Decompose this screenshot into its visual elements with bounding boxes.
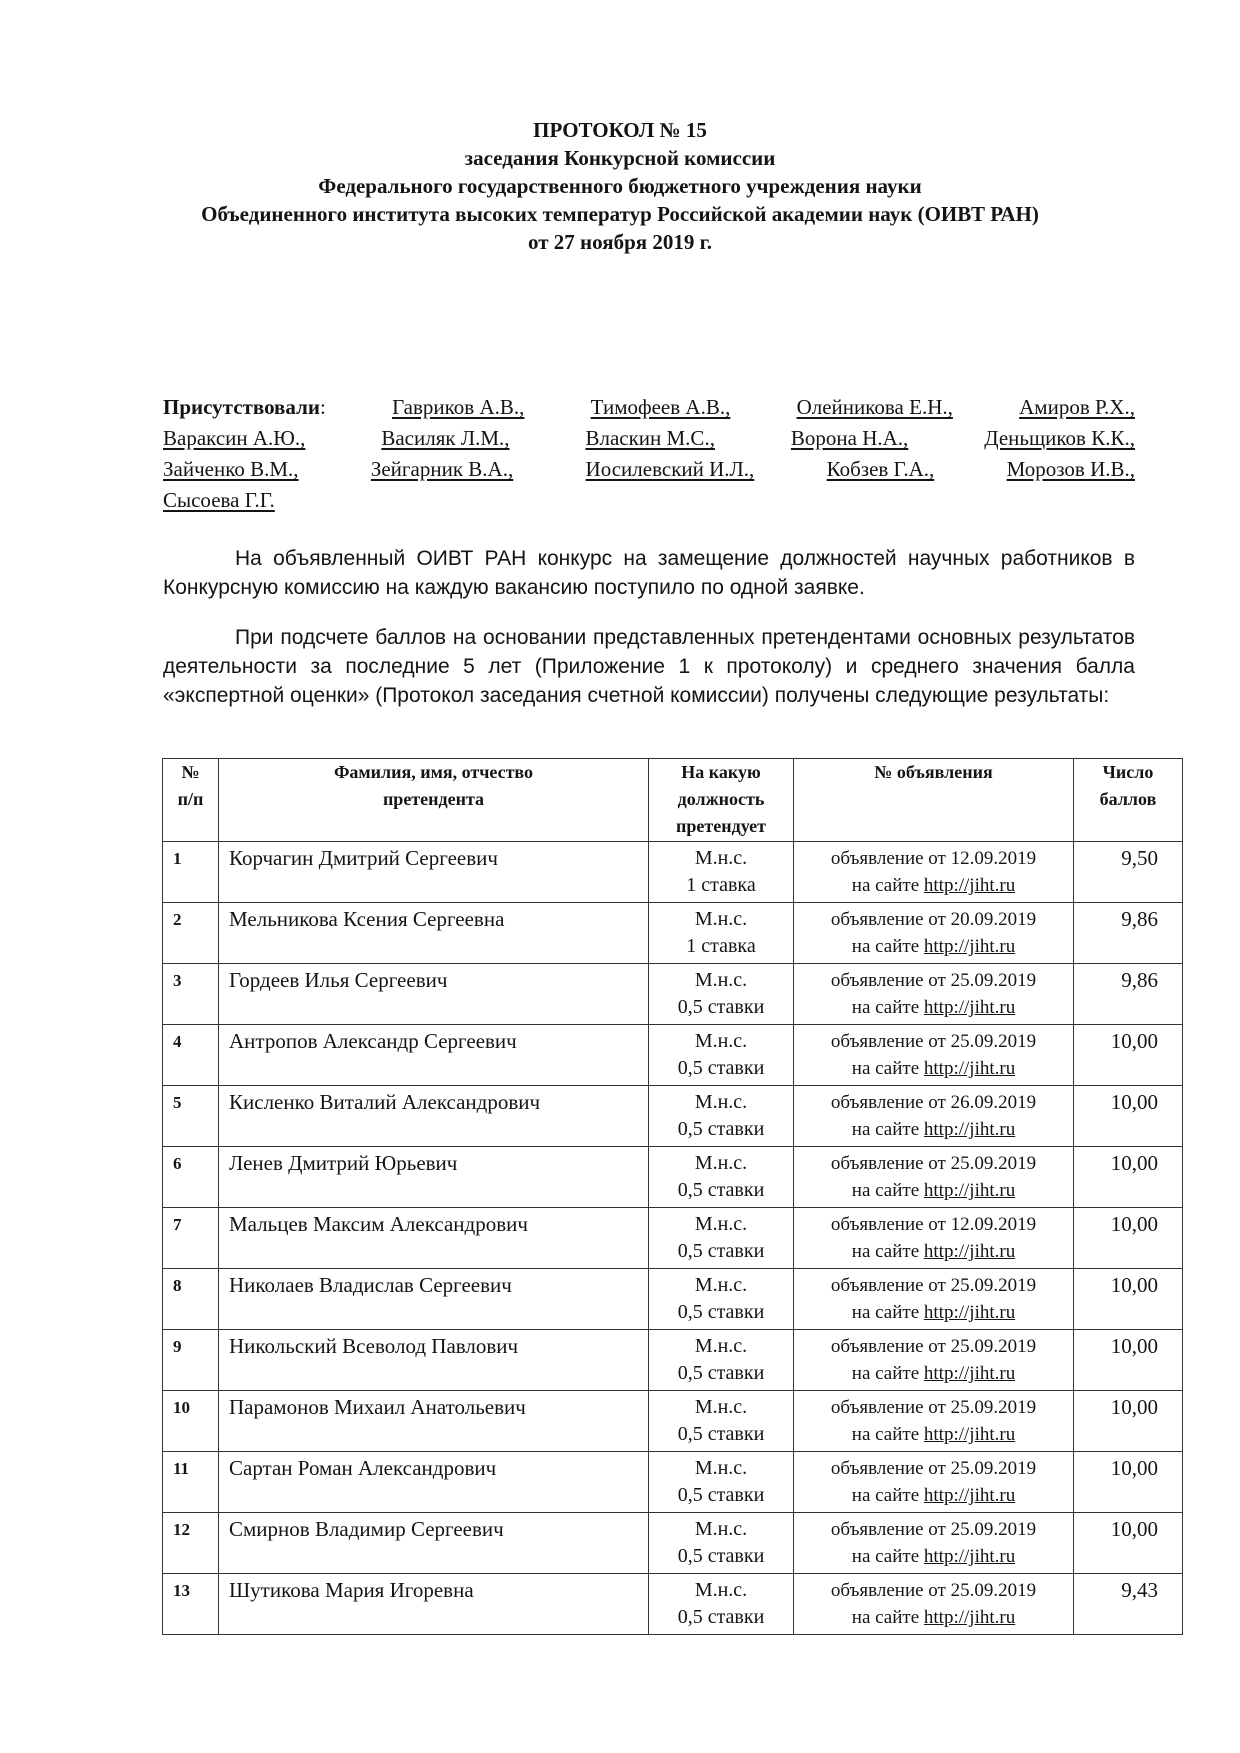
position-title: М.н.с. — [694, 1030, 748, 1052]
table-row — [163, 1391, 1183, 1452]
table-row — [163, 842, 1183, 903]
table-row — [163, 1208, 1183, 1269]
attendee-name: Зейгарник В.А., — [370, 457, 514, 481]
institution-line-1: Федерального государственного бюджетного учреждения науки — [318, 174, 922, 198]
announcement-site-prefix: на сайте — [851, 1424, 924, 1445]
site-link[interactable]: http://jiht.ru — [923, 1363, 1016, 1384]
candidate-name: Кисленко Виталий Александрович — [219, 1086, 649, 1147]
announcement-date: объявление от 25.09.2019 — [830, 1519, 1037, 1540]
announcement-site-line — [794, 1055, 1073, 1082]
attendee-name: Олейникова Е.Н., — [796, 395, 953, 419]
protocol-title: ПРОТОКОЛ № 15 — [533, 118, 707, 142]
position-cell — [649, 1391, 794, 1452]
announcement-site-prefix: на сайте — [851, 997, 924, 1018]
announcement-site-line — [794, 933, 1073, 960]
position-cell — [649, 842, 794, 903]
header-num: № п/п — [163, 759, 219, 842]
announcement-site-prefix: на сайте — [851, 1485, 924, 1506]
site-link[interactable]: http://jiht.ru — [923, 997, 1016, 1018]
announcement-date: объявление от 20.09.2019 — [830, 909, 1037, 930]
position-cell — [649, 1208, 794, 1269]
attendee-name: Амиров Р.Х., — [1019, 395, 1135, 419]
candidate-name: Смирнов Владимир Сергеевич — [219, 1513, 649, 1574]
protocol-subtitle: заседания Конкурсной комиссии — [464, 146, 776, 170]
announcement-site-prefix: на сайте — [851, 1363, 924, 1384]
score-cell: 10,00 — [1074, 1269, 1183, 1330]
attendees-line-4 — [163, 485, 1135, 516]
table-row — [163, 903, 1183, 964]
position-cell — [649, 1574, 794, 1635]
score-cell: 10,00 — [1074, 1025, 1183, 1086]
announcement-site-line — [794, 1299, 1073, 1326]
candidate-name: Антропов Александр Сергеевич — [219, 1025, 649, 1086]
announcement-site-line — [794, 1238, 1073, 1265]
announcement-site-prefix: на сайте — [851, 1180, 924, 1201]
attendees-colon: : — [319, 395, 326, 419]
attendee-name: Зайченко В.М., — [163, 457, 299, 481]
candidate-name: Парамонов Михаил Анатольевич — [219, 1391, 649, 1452]
protocol-header — [0, 116, 1240, 256]
score-cell: 9,50 — [1074, 842, 1183, 903]
position-title: М.н.с. — [694, 1274, 748, 1296]
site-link[interactable]: http://jiht.ru — [923, 1180, 1016, 1201]
attendees-label-group — [163, 392, 326, 423]
announcement-date: объявление от 12.09.2019 — [830, 848, 1037, 869]
site-link[interactable]: http://jiht.ru — [923, 1607, 1016, 1628]
position-title: М.н.с. — [694, 1396, 748, 1418]
score-cell: 10,00 — [1074, 1147, 1183, 1208]
announcement-date: объявление от 26.09.2019 — [830, 1092, 1037, 1113]
announcement-date: объявление от 25.09.2019 — [830, 1397, 1037, 1418]
announcement-cell — [794, 1574, 1074, 1635]
announcement-cell — [794, 1147, 1074, 1208]
announcement-cell — [794, 1269, 1074, 1330]
site-link[interactable]: http://jiht.ru — [923, 1241, 1016, 1262]
announcement-date: объявление от 25.09.2019 — [830, 1336, 1037, 1357]
attendees-block — [163, 392, 1135, 516]
intro-paragraph-text: На объявленный ОИВТ РАН конкурс на замещение должностей научных работников в Конкурсную комиссию на каждую вакансию поступило по одной заявке. — [163, 547, 1135, 599]
position-rate: 1 ставка — [686, 874, 756, 896]
position-rate: 0,5 ставки — [677, 1179, 765, 1201]
position-cell — [649, 1269, 794, 1330]
announcement-site-prefix: на сайте — [851, 1607, 924, 1628]
announcement-site-line — [794, 1482, 1073, 1509]
position-title: М.н.с. — [694, 1579, 748, 1601]
row-number: 9 — [163, 1330, 219, 1391]
position-title: М.н.с. — [694, 1457, 748, 1479]
position-rate: 0,5 ставки — [677, 996, 765, 1018]
candidate-name: Гордеев Илья Сергеевич — [219, 964, 649, 1025]
table-row — [163, 1025, 1183, 1086]
announcement-cell — [794, 1452, 1074, 1513]
announcement-date: объявление от 25.09.2019 — [830, 1458, 1037, 1479]
position-title: М.н.с. — [694, 1152, 748, 1174]
site-link[interactable]: http://jiht.ru — [923, 1424, 1016, 1445]
position-rate: 0,5 ставки — [677, 1423, 765, 1445]
attendee-name: Кобзев Г.А., — [826, 457, 935, 481]
position-cell — [649, 1086, 794, 1147]
announcement-site-prefix: на сайте — [851, 875, 924, 896]
position-cell — [649, 1452, 794, 1513]
position-cell — [649, 1025, 794, 1086]
header-position: На какую должность претендует — [649, 759, 794, 842]
position-rate: 0,5 ставки — [677, 1301, 765, 1323]
attendees-line-3 — [163, 454, 1135, 485]
announcement-site-line — [794, 1604, 1073, 1631]
protocol-date: от 27 ноября 2019 г. — [527, 230, 713, 254]
position-rate: 0,5 ставки — [677, 1057, 765, 1079]
results-paragraph — [163, 623, 1135, 710]
row-number: 3 — [163, 964, 219, 1025]
table-row — [163, 1452, 1183, 1513]
table-row — [163, 1574, 1183, 1635]
announcement-site-prefix: на сайте — [851, 936, 924, 957]
announcement-cell — [794, 1391, 1074, 1452]
site-link[interactable]: http://jiht.ru — [923, 1546, 1016, 1567]
position-title: М.н.с. — [694, 1213, 748, 1235]
attendees-label: Присутствовали — [163, 395, 320, 419]
institution-line-2: Объединенного института высоких температур Российской академии наук (ОИВТ РАН) — [201, 202, 1039, 226]
row-number: 4 — [163, 1025, 219, 1086]
row-number: 5 — [163, 1086, 219, 1147]
row-number: 10 — [163, 1391, 219, 1452]
announcement-site-prefix: на сайте — [851, 1241, 924, 1262]
intro-paragraph — [163, 544, 1135, 602]
candidate-name: Сартан Роман Александрович — [219, 1452, 649, 1513]
announcement-site-line — [794, 1116, 1073, 1143]
attendee-name: Иосилевский И.Л., — [585, 457, 755, 481]
candidate-name: Мельникова Ксения Сергеевна — [219, 903, 649, 964]
score-cell: 10,00 — [1074, 1513, 1183, 1574]
score-cell: 10,00 — [1074, 1391, 1183, 1452]
site-link[interactable]: http://jiht.ru — [923, 936, 1016, 957]
results-table — [162, 758, 1183, 1635]
table-row — [163, 1269, 1183, 1330]
position-rate: 0,5 ставки — [677, 1484, 765, 1506]
announcement-site-prefix: на сайте — [851, 1058, 924, 1079]
row-number: 13 — [163, 1574, 219, 1635]
site-link[interactable]: http://jiht.ru — [923, 875, 1016, 896]
position-cell — [649, 1513, 794, 1574]
position-title: М.н.с. — [694, 1335, 748, 1357]
table-body — [163, 842, 1183, 1635]
announcement-cell — [794, 964, 1074, 1025]
score-cell: 9,43 — [1074, 1574, 1183, 1635]
announcement-site-line — [794, 994, 1073, 1021]
position-rate: 0,5 ставки — [677, 1118, 765, 1140]
row-number: 1 — [163, 842, 219, 903]
candidate-name: Никольский Всеволод Павлович — [219, 1330, 649, 1391]
position-cell — [649, 964, 794, 1025]
position-title: М.н.с. — [694, 969, 748, 991]
announcement-site-prefix: на сайте — [851, 1119, 924, 1140]
score-cell: 10,00 — [1074, 1208, 1183, 1269]
announcement-site-line — [794, 1177, 1073, 1204]
announcement-cell — [794, 1208, 1074, 1269]
announcement-date: объявление от 12.09.2019 — [830, 1214, 1037, 1235]
candidate-name: Корчагин Дмитрий Сергеевич — [219, 842, 649, 903]
position-title: М.н.с. — [694, 1091, 748, 1113]
announcement-site-line — [794, 872, 1073, 899]
table-row — [163, 1513, 1183, 1574]
announcement-date: объявление от 25.09.2019 — [830, 1031, 1037, 1052]
attendee-name: Ворона Н.А., — [790, 426, 909, 450]
position-rate: 0,5 ставки — [677, 1362, 765, 1384]
attendee-name: Вараксин А.Ю., — [163, 426, 306, 450]
header-announcement: № объявления — [794, 759, 1074, 842]
announcement-cell — [794, 842, 1074, 903]
announcement-date: объявление от 25.09.2019 — [830, 1153, 1037, 1174]
announcement-site-line — [794, 1543, 1073, 1570]
attendee-name: Гавриков А.В., — [392, 395, 525, 419]
row-number: 2 — [163, 903, 219, 964]
announcement-cell — [794, 1513, 1074, 1574]
announcement-cell — [794, 1086, 1074, 1147]
header-score: Число баллов — [1074, 759, 1183, 842]
attendee-name: Власкин М.С., — [585, 426, 715, 450]
position-cell — [649, 903, 794, 964]
candidate-name: Мальцев Максим Александрович — [219, 1208, 649, 1269]
position-title: М.н.с. — [694, 908, 748, 930]
row-number: 6 — [163, 1147, 219, 1208]
announcement-site-prefix: на сайте — [851, 1546, 924, 1567]
results-paragraph-text: При подсчете баллов на основании представленных претендентами основных результатов деятельности за последние 5 лет (Приложение 1 к протоколу) и среднего значения балла «экспертной оценки» (Протокол заседания счетной комиссии) получены следующие результаты: — [163, 626, 1135, 707]
announcement-date: объявление от 25.09.2019 — [830, 1275, 1037, 1296]
position-title: М.н.с. — [694, 1518, 748, 1540]
score-cell: 10,00 — [1074, 1086, 1183, 1147]
table-row — [163, 1086, 1183, 1147]
candidate-name: Николаев Владислав Сергеевич — [219, 1269, 649, 1330]
announcement-site-line — [794, 1360, 1073, 1387]
announcement-cell — [794, 903, 1074, 964]
attendee-name: Тимофеев А.В., — [590, 395, 731, 419]
table-row — [163, 964, 1183, 1025]
score-cell: 9,86 — [1074, 964, 1183, 1025]
position-rate: 0,5 ставки — [677, 1240, 765, 1262]
attendee-name: Сысоева Г.Г. — [163, 488, 275, 512]
candidate-name: Шутикова Мария Игоревна — [219, 1574, 649, 1635]
announcement-site-prefix: на сайте — [851, 1302, 924, 1323]
site-link[interactable]: http://jiht.ru — [923, 1302, 1016, 1323]
table-header-row — [163, 759, 1183, 842]
candidate-name: Ленев Дмитрий Юрьевич — [219, 1147, 649, 1208]
attendee-name: Морозов И.В., — [1006, 457, 1135, 481]
table-row — [163, 1330, 1183, 1391]
attendees-line-1 — [163, 392, 1135, 423]
attendees-line-2 — [163, 423, 1135, 454]
position-rate: 0,5 ставки — [677, 1606, 765, 1628]
row-number: 8 — [163, 1269, 219, 1330]
row-number: 11 — [163, 1452, 219, 1513]
announcement-site-line — [794, 1421, 1073, 1448]
position-cell — [649, 1330, 794, 1391]
score-cell: 10,00 — [1074, 1330, 1183, 1391]
announcement-cell — [794, 1330, 1074, 1391]
site-link[interactable]: http://jiht.ru — [923, 1485, 1016, 1506]
announcement-date: объявление от 25.09.2019 — [830, 970, 1037, 991]
attendee-name: Деньщиков К.К., — [984, 426, 1135, 450]
row-number: 7 — [163, 1208, 219, 1269]
score-cell: 9,86 — [1074, 903, 1183, 964]
announcement-cell — [794, 1025, 1074, 1086]
position-rate: 0,5 ставки — [677, 1545, 765, 1567]
announcement-date: объявление от 25.09.2019 — [830, 1580, 1037, 1601]
position-cell — [649, 1147, 794, 1208]
row-number: 12 — [163, 1513, 219, 1574]
header-name: Фамилия, имя, отчество претендента — [219, 759, 649, 842]
table-row — [163, 1147, 1183, 1208]
position-rate: 1 ставка — [686, 935, 756, 957]
score-cell: 10,00 — [1074, 1452, 1183, 1513]
site-link[interactable]: http://jiht.ru — [923, 1058, 1016, 1079]
attendee-name: Василяк Л.М., — [381, 426, 510, 450]
site-link[interactable]: http://jiht.ru — [923, 1119, 1016, 1140]
position-title: М.н.с. — [694, 847, 748, 869]
